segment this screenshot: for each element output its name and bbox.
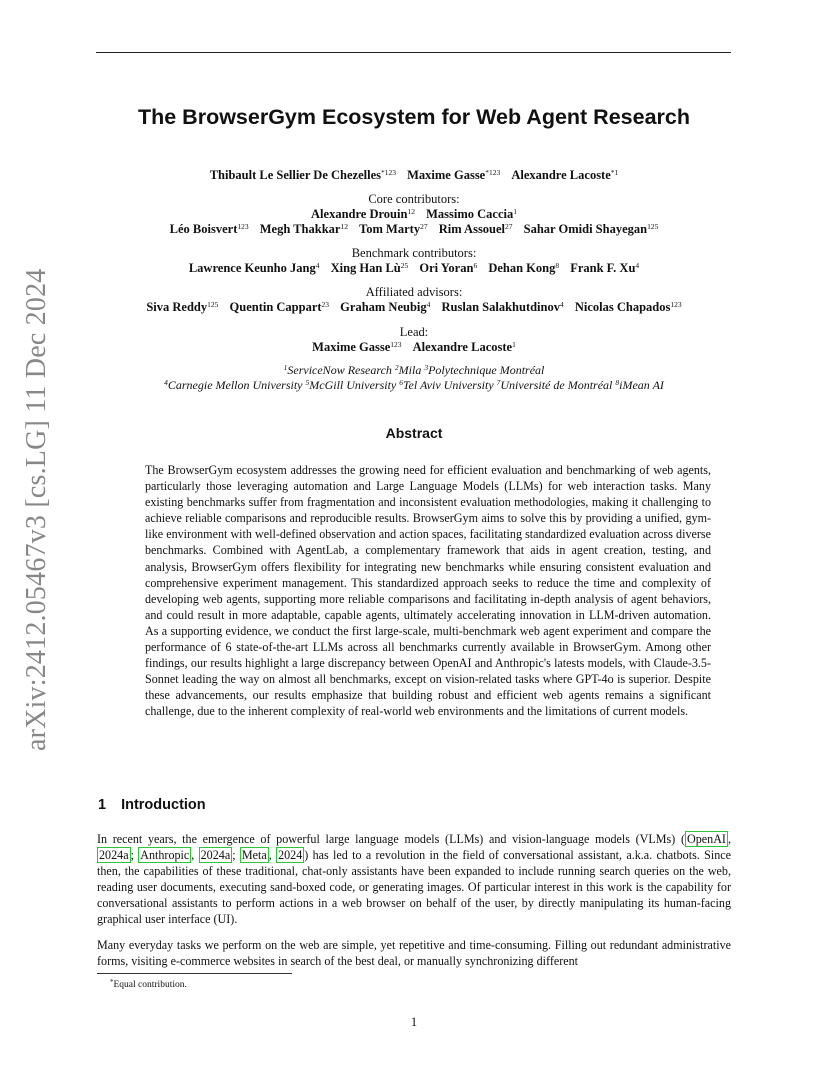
affiliation: $^1$ServiceNow Research: [283, 363, 392, 377]
intro-paragraph-2: Many everyday tasks we perform on the web are simple, yet repetitive and time-consuming. Filling out redundant administrative forms, visiting e-commerce websites in search of the best deal, or manually synchronizing different: [97, 938, 731, 969]
citation-link[interactable]: 2024a: [99, 848, 129, 863]
core-contributors-line-2: [60, 222, 768, 237]
author-name: Megh Thakkar$^{12}$: [259, 222, 348, 236]
author-name: Frank F. Xu$^4$: [570, 261, 640, 275]
citation-link[interactable]: 2024a: [200, 848, 231, 863]
affiliation: $^8$iMean AI: [615, 378, 664, 392]
main-authors: [60, 168, 768, 183]
citation-link[interactable]: OpenAI: [687, 832, 726, 846]
top-rule: [96, 52, 731, 53]
affiliated-advisors: [60, 285, 768, 315]
author-name: Ori Yoran$^6$: [419, 261, 478, 275]
affiliation: $^5$McGill University: [305, 378, 397, 392]
affiliation: $^2$Mila: [394, 363, 422, 377]
benchmark-contributors-names: [60, 261, 768, 276]
affiliations-line-2: [60, 378, 768, 393]
core-contributors-line-1: [60, 207, 768, 222]
benchmark-contributors: [60, 246, 768, 276]
affiliations: [60, 363, 768, 393]
affiliation: $^4$Carnegie Mellon University: [164, 378, 303, 392]
author-name: Thibault Le Sellier De Chezelles$^{*123}$: [209, 168, 396, 182]
lead-names: [60, 340, 768, 355]
affiliation: $^7$Université de Montréal: [496, 378, 613, 392]
author-name: Nicolas Chapados$^{123}$: [574, 300, 682, 314]
lead-label: Lead:: [399, 325, 429, 339]
author-name: Quentin Cappart$^{23}$: [229, 300, 330, 314]
footnote-mark: *: [110, 978, 114, 986]
author-name: Lawrence Keunho Jang$^4$: [188, 261, 320, 275]
affiliation: $^6$Tel Aviv University: [399, 378, 494, 392]
abstract-heading: Abstract: [385, 425, 443, 441]
intro-paragraph-1: In recent years, the emergence of powerful large language models (LLMs) and vision-language models (VLMs) ( OpenAI , 2024a ; Anthropic , 2024a ; Meta , 2024 ) has led to a revolution in the field of conversational assistant, a.k.a. chatbots. Since then, the capabilities of these traditional, chat-only assistants have been expanded to include running search queries on the web, reading user documents, executing sand-boxed code, or generating images. Of particular interest in this work is the capability for conversational assistants to perform actions in a web browser on behalf of the user, by directly manipulating its human-facing graphical user interface (UI).: [97, 832, 731, 927]
affiliated-advisors-names: [60, 300, 768, 315]
affiliations-line-1: [60, 363, 768, 378]
author-name: Maxime Gasse$^{123}$: [312, 340, 402, 354]
paper-title: The BrowserGym Ecosystem for Web Agent Research: [137, 105, 690, 129]
abstract-text: The BrowserGym ecosystem addresses the growing need for efficient evaluation and benchmarking of web agents, particularly those leveraging automation and Large Language Models (LLMs) for web interaction tasks. Many existing benchmarks suffer from fragmentation and inconsistent evaluation methodologies, making it challenging to achieve reliable comparisons and reproducible results. BrowserGym aims to solve this by providing a unified, gym-like environment with well-defined observation and action spaces, facilitating standardized evaluation across diverse benchmarks. Combined with AgentLab, a complementary framework that aids in agent creation, testing, and analysis, BrowserGym offers flexibility for integrating new benchmarks while ensuring consistent evaluation and comprehensive experiment management. This standardized approach seeks to reduce the time and complexity of developing web agents, supporting more reliable comparisons and facilitating in-depth analysis of agent behaviors, and could result in more adaptable, capable agents, ultimately accelerating innovation in LLM-driven automation. As a supporting evidence, we conduct the first large-scale, multi-benchmark web agent experiment and compare the performance of 6 state-of-the-art LLMs across all benchmarks currently available in BrowserGym. Among other findings, our results highlight a large discrepancy between OpenAI and Anthropic's latests models, with Claude-3.5-Sonnet leading the way on almost all benchmarks, except on vision-related tasks where GPT-4o is superior. Despite these advancements, our results emphasize that building robust and efficient web agents remains a significant challenge, due to the inherent complexity of real-world web environments and the limitations of current models.: [145, 463, 711, 719]
author-name: Sahar Omidi Shayegan$^{125}$: [523, 222, 659, 236]
footnote-rule: [97, 973, 292, 974]
core-contributors: [60, 192, 768, 237]
author-name: Léo Boisvert$^{123}$: [169, 222, 249, 236]
author-name: Ruslan Salakhutdinov$^4$: [441, 300, 564, 314]
core-contributors-label: Core contributors:: [368, 192, 460, 206]
section-heading: [98, 797, 206, 813]
affiliation: $^3$Polytechnique Montréal: [424, 363, 545, 377]
footnote-text: Equal contribution.: [113, 980, 187, 990]
citation-link[interactable]: Anthropic: [140, 848, 190, 863]
section-number: 1: [98, 797, 107, 813]
author-name: Massimo Caccia$^1$: [426, 207, 517, 221]
benchmark-contributors-label: Benchmark contributors:: [351, 246, 477, 260]
author-name: Siva Reddy$^{125}$: [146, 300, 219, 314]
affiliated-advisors-label: Affiliated advisors:: [365, 285, 463, 299]
lead-authors: [60, 325, 768, 355]
author-name: Alexandre Lacoste$^{*1}$: [511, 168, 619, 182]
author-name: Maxime Gasse$^{*123}$: [407, 168, 501, 182]
author-name: Dehan Kong$^8$: [488, 261, 560, 275]
page-number: 1: [410, 1015, 418, 1029]
section-title: Introduction: [121, 797, 206, 813]
author-name: Alexandre Drouin$^{12}$: [311, 207, 415, 221]
citation-link[interactable]: Meta: [241, 848, 267, 863]
footnote: [110, 978, 187, 990]
author-name: Xing Han $Lù^{25}$: [330, 261, 409, 275]
author-name: Alexandre Lacoste$^1$: [412, 340, 516, 354]
citation-link[interactable]: 2024: [278, 848, 303, 863]
author-name: Graham Neubig$^4$: [340, 300, 431, 314]
author-name: Rim Assouel$^{27}$: [438, 222, 513, 236]
arxiv-identifier-stamp: arXiv:2412.05467v3 [cs.LG] 11 Dec 2024: [21, 268, 52, 752]
author-name: Tom Marty$^{27}$: [359, 222, 428, 236]
